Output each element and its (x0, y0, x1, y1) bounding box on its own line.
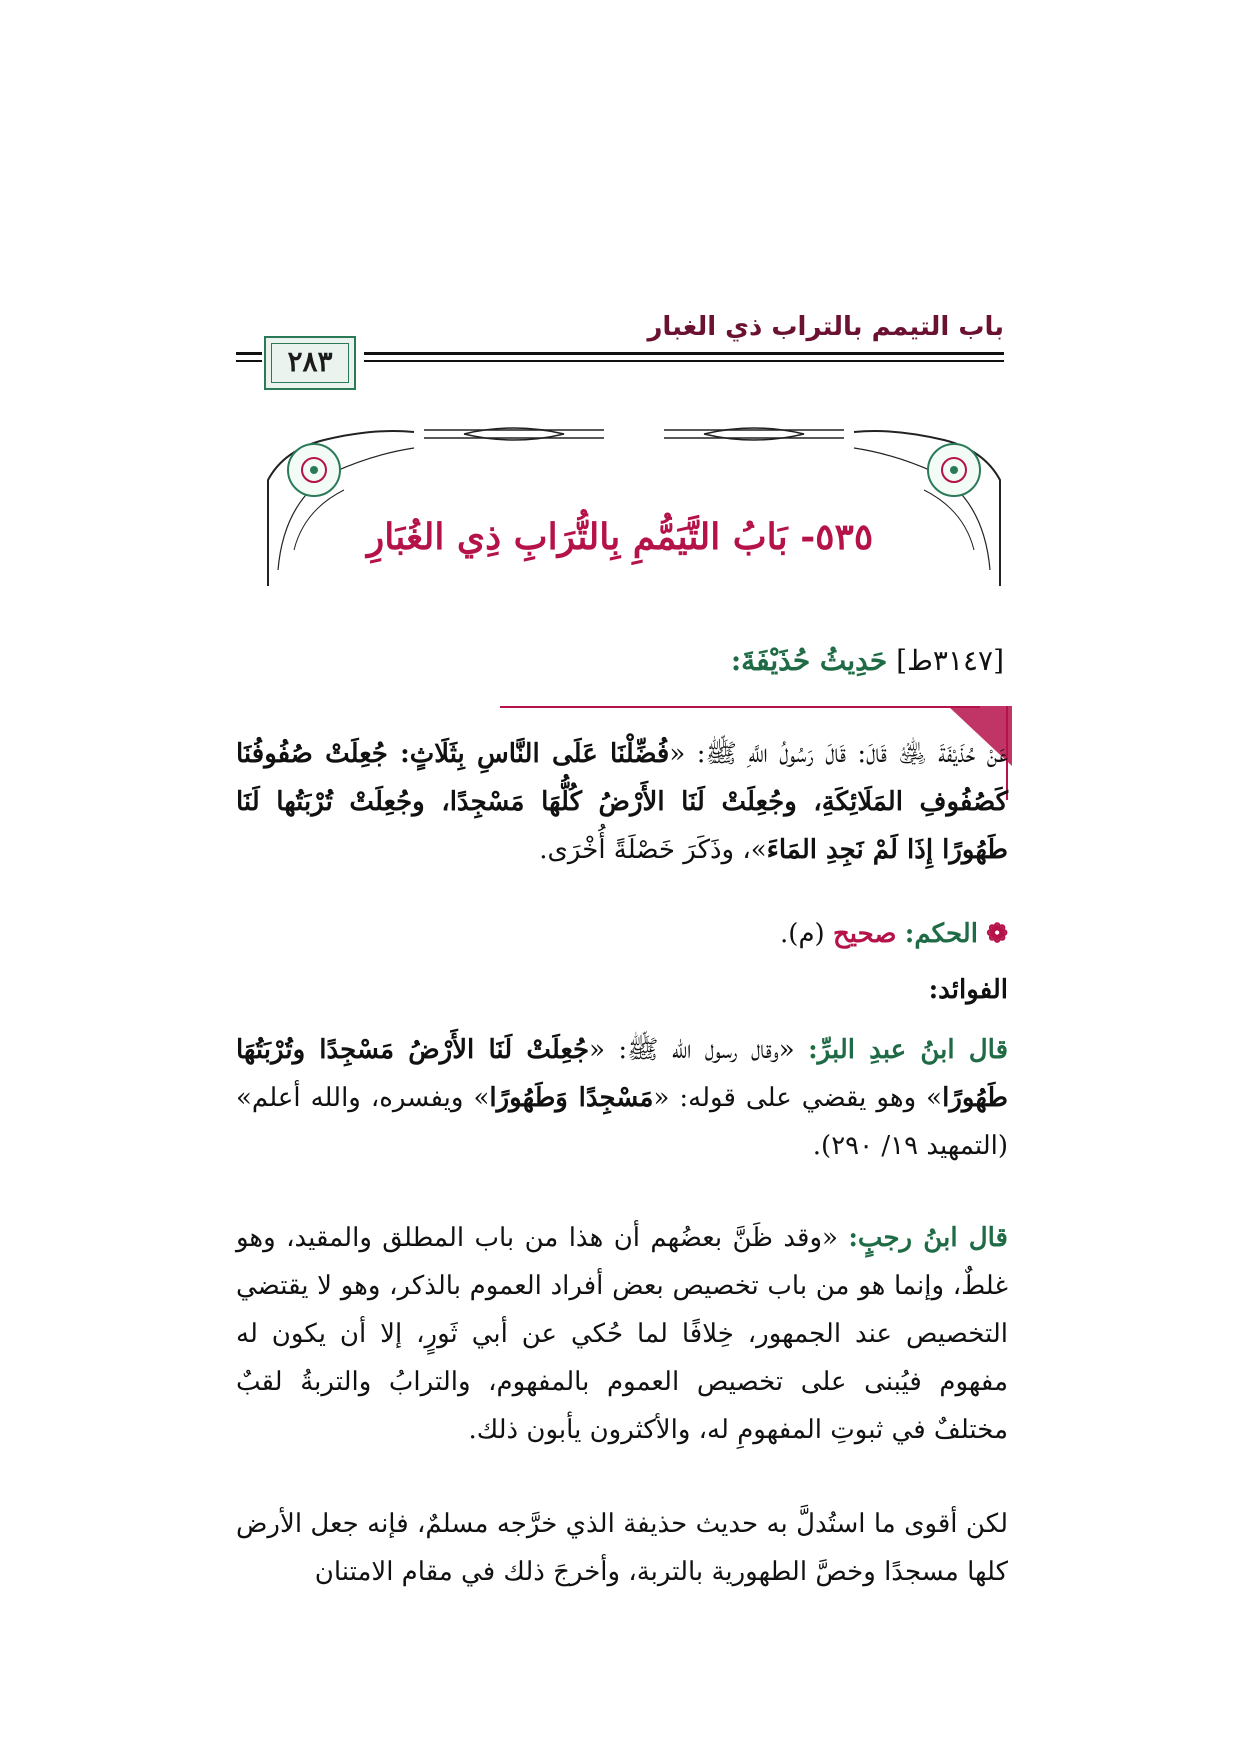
p2-text: «وقد ظَنَّ بعضُهم أن هذا من باب المطلق والمقيد، وهو غلطٌ، وإنما هو من باب تخصيص بعض أفراد العموم بالذكر، وهو لا يقتضي التخصيص عند الجمهور، خِلافًا لما حُكي عن أبي ثَورٍ، إلا أن يكون له مفهوم فيُبنى على تخصيص العموم بالمفهوم، والترابُ والتربةُ لقبٌ مختلفٌ في ثبوتِ المفهومِ له، والأكثرون يأبون ذلك. (236, 1223, 1008, 1445)
paragraph-ibn-rajab (236, 1214, 1008, 1454)
chapter-title: ٥٣٥- بَابُ التَّيَمُّمِ بِالتُّرَابِ ذِي الغُبَارِ (366, 516, 874, 558)
ruling-value: صحيح (832, 919, 897, 949)
speaker-ibn-rajab: قال ابنُ رجبٍ: (848, 1223, 1008, 1253)
quote-top-rule (500, 706, 980, 708)
hadith-name: حَدِيثُ حُذَيْفَةَ: (730, 644, 888, 677)
ruling-line (236, 910, 1008, 958)
header-rule-left-top (236, 352, 262, 355)
p1-a: «وقال رسول الله ﷺ: « (589, 1035, 809, 1065)
p1-b: جُعِلَتْ لَنَا الأَرْضُ مَسْجِدًا وتُرْبَتُهَا طَهُورًا (236, 1035, 1008, 1113)
ruling-label: الحكم: (904, 919, 978, 949)
ornament-bands (424, 428, 844, 440)
paragraph-conclusion (236, 1500, 1008, 1596)
running-header-title: باب التيمم بالتراب ذي الغبار (647, 312, 1004, 342)
header-rule-top (364, 352, 1004, 355)
header-rule-bottom (364, 360, 1004, 362)
hadith-number: [٣١٤٧ط] (896, 644, 1004, 677)
benefits-label (236, 966, 1008, 1014)
page-number: ٢٨٣ (287, 345, 333, 378)
flower-icon: ❁ (986, 919, 1008, 949)
ruling-suffix: (م). (780, 919, 825, 949)
speaker-ibn-abd-al-barr: قال ابنُ عبدِ البرِّ: (808, 1035, 1009, 1065)
hadith-bold-text: فُضِّلْنَا عَلَى النَّاسِ بِثَلَاثٍ: جُعِلَتْ صُفُوفُنَا كَصُفُوفِ المَلَائِكَةِ، وجُعِلَتْ لَنَا الأَرْضُ كُلُّهَا مَسْجِدًا، وجُعِلَتْ تُرْبَتُها لَنَا طَهُورًا إِذَا لَمْ نَجِدِ المَاءَ (236, 739, 1008, 865)
hadith-end: »، وذَكَرَ خَصْلَةً أُخْرَى. (539, 835, 767, 865)
p1-c: » وهو يقضي على قوله: « (653, 1083, 943, 1113)
ornament-left-corner (268, 431, 414, 586)
p1-e: » ويفسره، والله أعلم» (التمهيد ١٩/ ٢٩٠). (236, 1083, 1008, 1161)
chapter-ornament (264, 420, 1004, 590)
p3-text: لكن أقوى ما استُدلَّ به حديث حذيفة الذي خرَّجه مسلمٌ، فإنه جعل الأرض كلها مسجدًا وخصَّ الطهورية بالتربة، وأخرجَ ذلك في مقام الامتنان (236, 1509, 1008, 1587)
hadith-intro: عَنْ حُذَيْفَةَ ﵁ قَالَ: قَالَ رَسُولُ اللَّهِ ﷺ: « (669, 739, 1008, 769)
hadith-text (236, 730, 1008, 874)
benefits-label-text: الفوائد: (928, 975, 1008, 1005)
paragraph-ibn-abd-al-barr (236, 1026, 1008, 1170)
hadith-header (304, 644, 1004, 677)
ornament-right-corner (854, 431, 1000, 586)
p1-d: مَسْجِدًا وَطَهُورًا (489, 1083, 654, 1113)
page-number-box (264, 336, 356, 390)
header-rule-left-bottom (236, 360, 262, 362)
